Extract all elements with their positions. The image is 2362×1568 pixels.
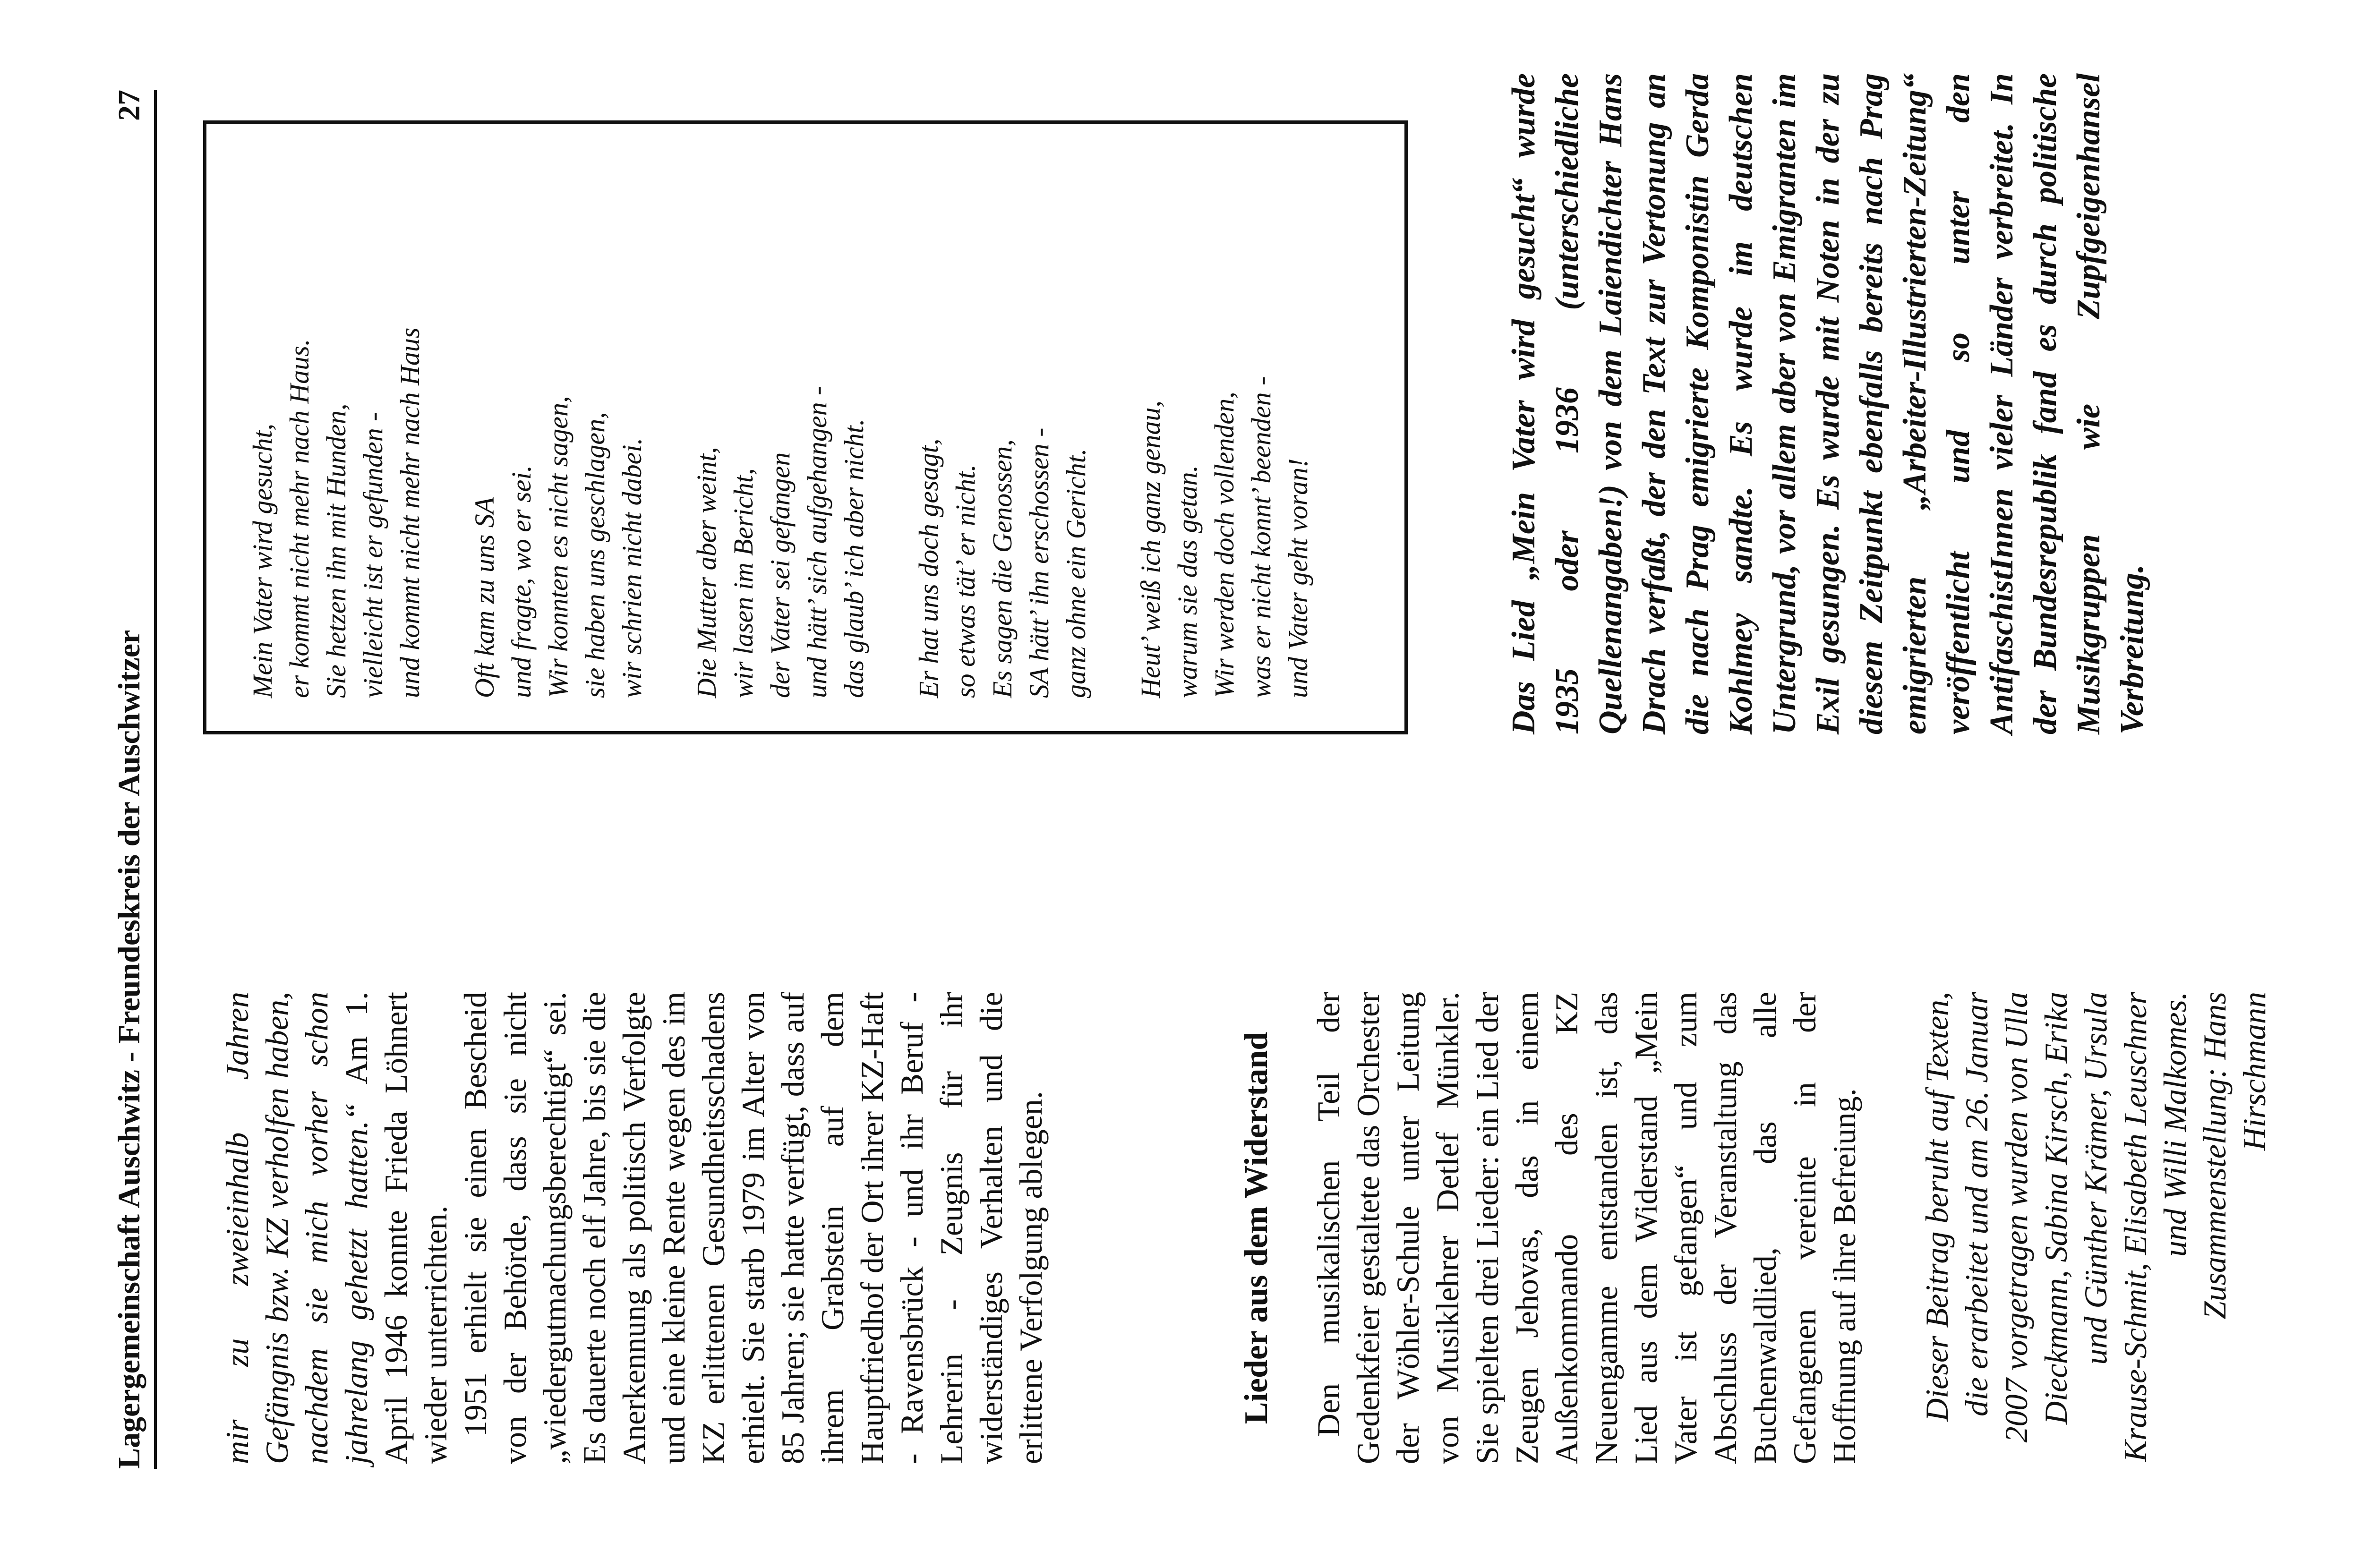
stanza-line: SA hätt’ ihn erschossen - (1024, 427, 1054, 698)
credits: Dieser Beitrag beruht auf Texten, die erarbeitet und am 26. Januar 2007 vorgetragen wurden von Ulla Dieckmann, Sabina Kirsch, Erika und Günther Krämer, Ursula Krause-Schmit, Elisabeth Leuschner und Willi Malkomes. Zusammenstellung: Hans Hirschmann (1919, 992, 2272, 1462)
song-stanza (910, 152, 1095, 698)
stanza-line: Oft kam zu uns SA (469, 497, 500, 698)
song-lyrics-box (203, 120, 1408, 734)
left-column-top (217, 992, 1051, 1464)
paragraph-1951: 1951 erhielt sie einen Bescheid von der Behörde, dass sie nicht „wiedergutmachungsberechtigt“ sei. Es dauerte noch elf Jahre, bis sie die Anerkennung als politisch Verfolgte und eine kleine Rente wegen des im KZ erlittenen Gesundheitsschadens erhielt. Sie starb 1979 im Alter von 85 Jahren; sie hatte verfügt, dass auf ihrem Grabstein auf dem Hauptfriedhof der Ort ihrer KZ-Haft - Ravensbrück - und ihr Beruf - Lehrerin - Zeugnis für ihr widerständiges Verhalten und die erlittene Verfolgung ablegen. (457, 992, 1049, 1464)
page-header (109, 90, 157, 1469)
note-column (1502, 0, 2154, 734)
stanza-line: und hätt’ sich aufgehangen - (802, 386, 832, 698)
stanza-line: das glaub’ ich aber nicht. (839, 418, 869, 698)
quote-text: mir zu zweieinhalb Jahren Gefängnis bzw. KZ verholfen haben, nachdem sie mich vorher schon jahrelang gehetzt hatten.“ (219, 992, 374, 1464)
stanza-line: warum sie das getan. (1172, 465, 1203, 698)
section-heading: Lieder aus dem Widerstand (1238, 1031, 1275, 1424)
stanza-line: Die Mutter aber weint, (691, 447, 722, 698)
song-stanza (1132, 152, 1317, 698)
song-note: Das Lied „Mein Vater wird gesucht“ wurde 1935 oder 1936 (unterschiedliche Quellenangaben!) von dem Laiendichter Hans Drach verfaßt, der den Text zur Vertonung an die nach Prag emigrierte Komponistin Gerda Kohlmey sandte. Es wurde im deutschen Untergrund, vor allem aber von Emigranten im Exil gesungen. Es wurde mit Noten in der zu diesem Zeitpunkt ebenfalls bereits nach Prag emigrierten „Arbeiter-Illustrierten-Zeitung“ veröffentlicht und so unter den AntifaschistInnen vieler Länder verbreitet. In der Bundesrepublik fand es durch politische Musikgruppen wie Zupfgeigenhansel Verbreitung. (1506, 73, 2150, 734)
continued-paragraph (217, 992, 455, 1464)
stanza-line: sie haben uns geschlagen, (580, 412, 610, 698)
stanza-line: und kommt nicht mehr nach Haus (394, 327, 425, 698)
page-number: 27 (112, 90, 146, 121)
stanza-line: Es sagen die Genossen, (987, 439, 1018, 698)
stanza-line: Heut’ weiß ich ganz genau, (1135, 401, 1166, 698)
stanza-line: was er nicht konnt’ beenden - (1246, 376, 1276, 698)
stanza-list (244, 152, 1317, 698)
stanza-line: der Vater sei gefangen (765, 452, 796, 698)
stanza-line: wir schrien nicht dabei. (616, 438, 647, 698)
song-stanza (466, 152, 650, 698)
stanza-line: Wir werden doch vollenden, (1209, 392, 1240, 698)
song-stanza (688, 152, 873, 698)
stanza-line: Er hat uns doch gesagt, (913, 438, 944, 698)
stanza-line: und fragte, wo er sei. (506, 465, 537, 698)
stanza-line: vielleicht ist er gefunden - (358, 412, 388, 698)
left-column-bottom (1238, 992, 2274, 1464)
stanza-line: so etwas tät’ er nicht. (950, 464, 981, 698)
stanza-line: wir lasen im Bericht, (728, 468, 759, 698)
stanza-line: ganz ohne ein Gericht. (1061, 448, 1091, 698)
stanza-line: Wir konnten es nicht sagen, (543, 396, 573, 698)
running-title: Lagergemeinschaft Auschwitz - Freundeskreis der Auschwitzer (112, 630, 146, 1469)
stanza-line: und Vater geht voran! (1283, 458, 1313, 698)
stanza-line: er kommt nicht mehr nach Haus. (284, 339, 315, 698)
song-stanza (244, 152, 428, 698)
continued-text: Am 1. April 1946 konnte Frieda Löhnert wieder unterrichten. (338, 992, 454, 1464)
paragraph-lieder: Den musikalischen Teil der Gedenkfeier gestaltete das Orchester der Wöhler-Schule unter Leitung von Musiklehrer Detlef Münkler. Sie spielten drei Lieder: ein Lied der Zeugen Jehovas, das in einem Außenkommando des KZ Neuengamme entstanden ist, das Lied aus dem Widerstand „Mein Vater ist gefangen“ und zum Abschluss der Veranstaltung das Buchenwaldlied, das alle Gefangenen vereinte in der Hoffnung auf ihre Befreiung. (1310, 992, 1862, 1464)
stanza-line: Sie hetzen ihn mit Hunden, (321, 403, 351, 698)
stanza-line: Mein Vater wird gesucht, (247, 424, 278, 698)
